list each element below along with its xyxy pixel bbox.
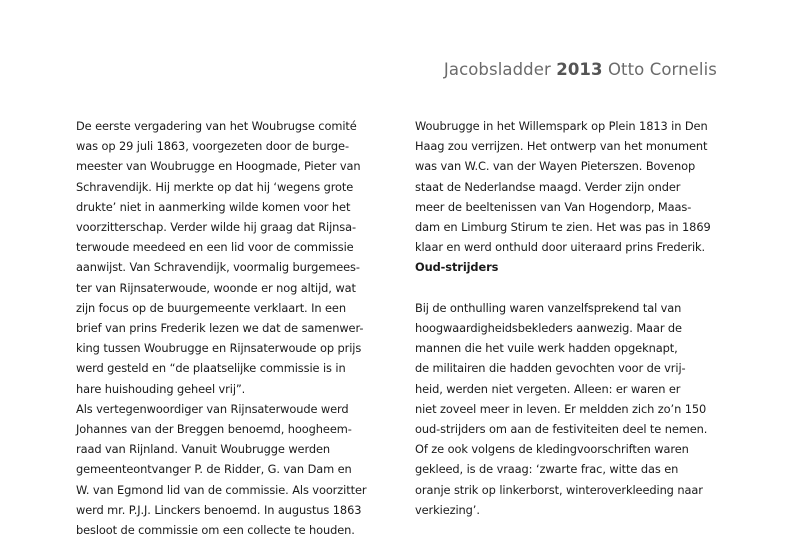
text-line: drukte’ niet in aanmerking wilde komen voor het bbox=[76, 199, 351, 214]
text-line: oud-strijders om aan de festiviteiten deel te nemen. bbox=[415, 422, 708, 437]
text-line: W. van Egmond lid van de commissie. Als voorzitter bbox=[76, 482, 367, 497]
text-line: werd mr. P.J.J. Linckers benoemd. In augustus 1863 bbox=[76, 502, 362, 517]
text-line: klaar en werd onthuld door uiteraard prins Frederik. bbox=[415, 240, 706, 255]
text-line: gekleed, is de vraag: ‘zwarte frac, witte das en bbox=[415, 462, 679, 477]
text-line: Woubrugge in het Willemspark op Plein 1813 in Den bbox=[415, 119, 708, 133]
text-line: ter van Rijnsaterwoude, woonde er nog altijd, wat bbox=[76, 280, 356, 295]
header-year: 2013 bbox=[556, 60, 603, 79]
text-line: heid, werden niet vergeten. Alleen: er waren er bbox=[415, 381, 681, 396]
section-subheading: Oud-strijders bbox=[415, 260, 499, 275]
paragraph-spacer bbox=[415, 278, 725, 298]
text-line: de militairen die hadden gevochten voor de vrij- bbox=[415, 361, 686, 376]
text-line: meer de beeltenissen van Van Hogendorp, Maas- bbox=[415, 199, 692, 214]
text-line: niet zoveel meer in leven. Er meldden zich zo’n 150 bbox=[415, 401, 707, 416]
left-text-column bbox=[76, 116, 381, 540]
text-line: Schravendijk. Hij merkte op dat hij ‘wegens grote bbox=[76, 179, 354, 194]
right-text-column bbox=[415, 116, 725, 520]
text-line: hare huishouding geheel vrij”. bbox=[76, 381, 246, 396]
text-line: voorzitterschap. Verder wilde hij graag dat Rijnsa- bbox=[76, 220, 357, 235]
text-line: oranje strik op linkerborst, winteroverkleeding naar bbox=[415, 482, 703, 497]
text-line: Haag zou verrijzen. Het ontwerp van het monument bbox=[415, 139, 708, 154]
text-line: was op 29 juli 1863, voorgezeten door de burge- bbox=[76, 139, 349, 154]
text-line: hoogwaardigheidsbekleders aanwezig. Maar de bbox=[415, 321, 682, 336]
text-line: raad van Rijnland. Vanuit Woubrugge werden bbox=[76, 442, 331, 457]
text-line: zijn focus op de buurgemeente verklaart. In een bbox=[76, 300, 346, 315]
text-line: staat de Nederlandse maagd. Verder zijn onder bbox=[415, 179, 681, 194]
text-line: aanwijst. Van Schravendijk, voormalig burgemees- bbox=[76, 260, 360, 275]
text-line: Als vertegenwoordiger van Rijnsaterwoude werd bbox=[76, 401, 349, 416]
text-line: besloot de commissie om een collecte te houden. bbox=[76, 523, 355, 538]
text-line: dam en Limburg Stirum te zien. Het was pas in 1869 bbox=[415, 220, 711, 235]
text-line: meester van Woubrugge en Hoogmade, Pieter van bbox=[76, 159, 361, 174]
text-line: gemeenteontvanger P. de Ridder, G. van Dam en bbox=[76, 462, 352, 477]
text-line: king tussen Woubrugge en Rijnsaterwoude op prijs bbox=[76, 341, 362, 356]
text-line: Of ze ook volgens de kledingvoorschriften waren bbox=[415, 442, 689, 457]
text-line: verkiezing’. bbox=[415, 502, 480, 517]
text-line: brief van prins Frederik lezen we dat de samenwer- bbox=[76, 321, 364, 336]
text-line: mannen die het vuile werk hadden opgeknapt, bbox=[415, 341, 678, 356]
text-line: Johannes van der Breggen benoemd, hoogheem- bbox=[76, 422, 352, 437]
text-line: was van W.C. van der Wayen Pieterszen. Bovenop bbox=[415, 159, 696, 174]
header-series: Jacobsladder bbox=[443, 60, 551, 79]
running-header bbox=[444, 60, 717, 79]
header-author: Otto Cornelis bbox=[607, 60, 717, 79]
text-line: De eerste vergadering van het Woubrugse comité bbox=[76, 119, 357, 133]
text-line: terwoude meedeed en een lid voor de commissie bbox=[76, 240, 354, 255]
text-line: werd gesteld en “de plaatselijke commissie is in bbox=[76, 361, 346, 376]
text-line: Bij de onthulling waren vanzelfsprekend tal van bbox=[415, 300, 682, 315]
